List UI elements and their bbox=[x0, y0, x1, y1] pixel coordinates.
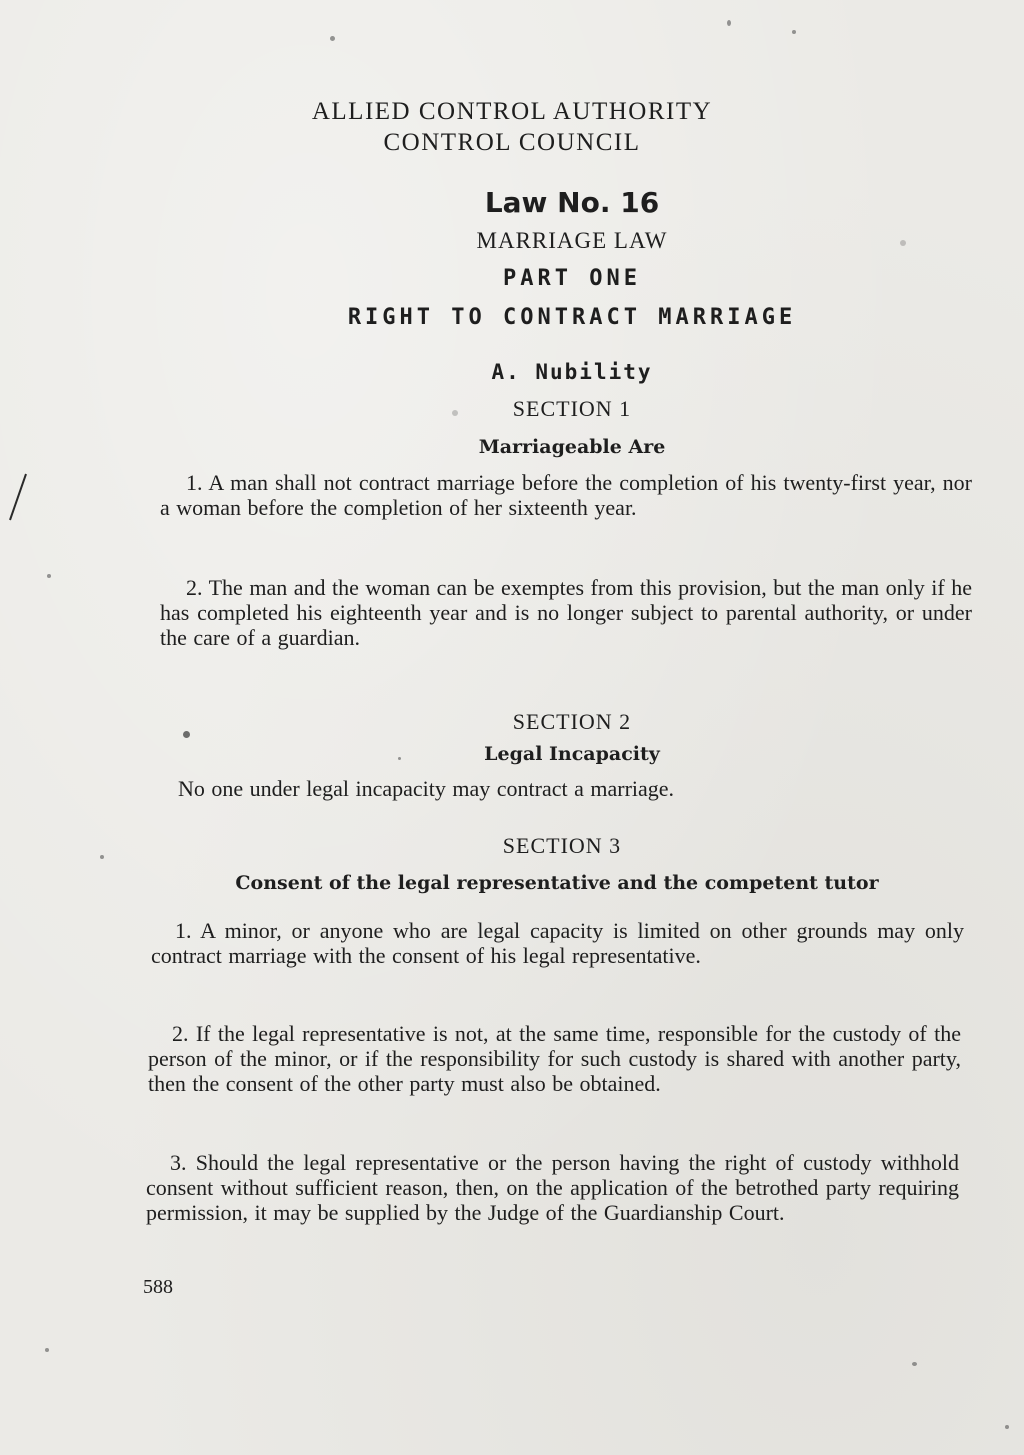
section-3-heading: Consent of the legal representative and the competent tutor bbox=[235, 872, 879, 894]
pencil-margin-mark bbox=[4, 472, 34, 522]
scan-speck bbox=[792, 30, 796, 34]
section-3-paragraph-2: 2. If the legal representative is not, at the same time, responsible for the custody of the person of the minor, or if the responsibility for such custody is shared with another party, then the consent of the other party must also be obtained. bbox=[148, 1021, 961, 1096]
scan-speck bbox=[330, 36, 335, 41]
law-title: MARRIAGE LAW bbox=[476, 228, 668, 253]
section-1-heading: Marriageable Are bbox=[478, 436, 666, 458]
authority-line-2: CONTROL COUNCIL bbox=[383, 129, 641, 156]
section-2-paragraph-1: No one under legal incapacity may contract a marriage. bbox=[178, 776, 675, 801]
scan-speck bbox=[727, 20, 731, 26]
scan-speck bbox=[912, 1362, 917, 1366]
part-label: PART ONE bbox=[503, 266, 641, 291]
section-1-paragraph-1: 1. A man shall not contract marriage before the completion of his twenty-first year, nor a woman before the completion of her sixteenth year. bbox=[160, 470, 972, 520]
section-1-paragraph-2: 2. The man and the woman can be exemptes from this provision, but the man only if he has completed his eighteenth year and is no longer subject to parental authority, or under the care of a guardian. bbox=[160, 575, 972, 650]
subtitle-nubility: A. Nubility bbox=[491, 360, 653, 384]
section-2-heading: Legal Incapacity bbox=[484, 743, 660, 765]
section-2-label: SECTION 2 bbox=[512, 709, 632, 734]
scan-speck bbox=[47, 574, 51, 578]
scan-speck bbox=[45, 1348, 49, 1352]
law-number: Law No. 16 bbox=[484, 186, 660, 219]
page-number: 588 bbox=[143, 1276, 173, 1298]
scan-speck bbox=[1005, 1425, 1009, 1429]
section-3-paragraph-3: 3. Should the legal representative or the person having the right of custody withhold consent without sufficient reason, then, on the application of the betrothed party requiring permission, it may be supplied by the Judge of the Guardianship Court. bbox=[146, 1150, 959, 1225]
section-3-label: SECTION 3 bbox=[502, 833, 622, 858]
authority-line-1: ALLIED CONTROL AUTHORITY bbox=[311, 98, 713, 125]
section-1-label: SECTION 1 bbox=[512, 396, 632, 421]
part-title: RIGHT TO CONTRACT MARRIAGE bbox=[347, 305, 797, 330]
section-3-paragraph-1: 1. A minor, or anyone who are legal capacity is limited on other grounds may only contract marriage with the consent of his legal representative. bbox=[151, 918, 964, 968]
